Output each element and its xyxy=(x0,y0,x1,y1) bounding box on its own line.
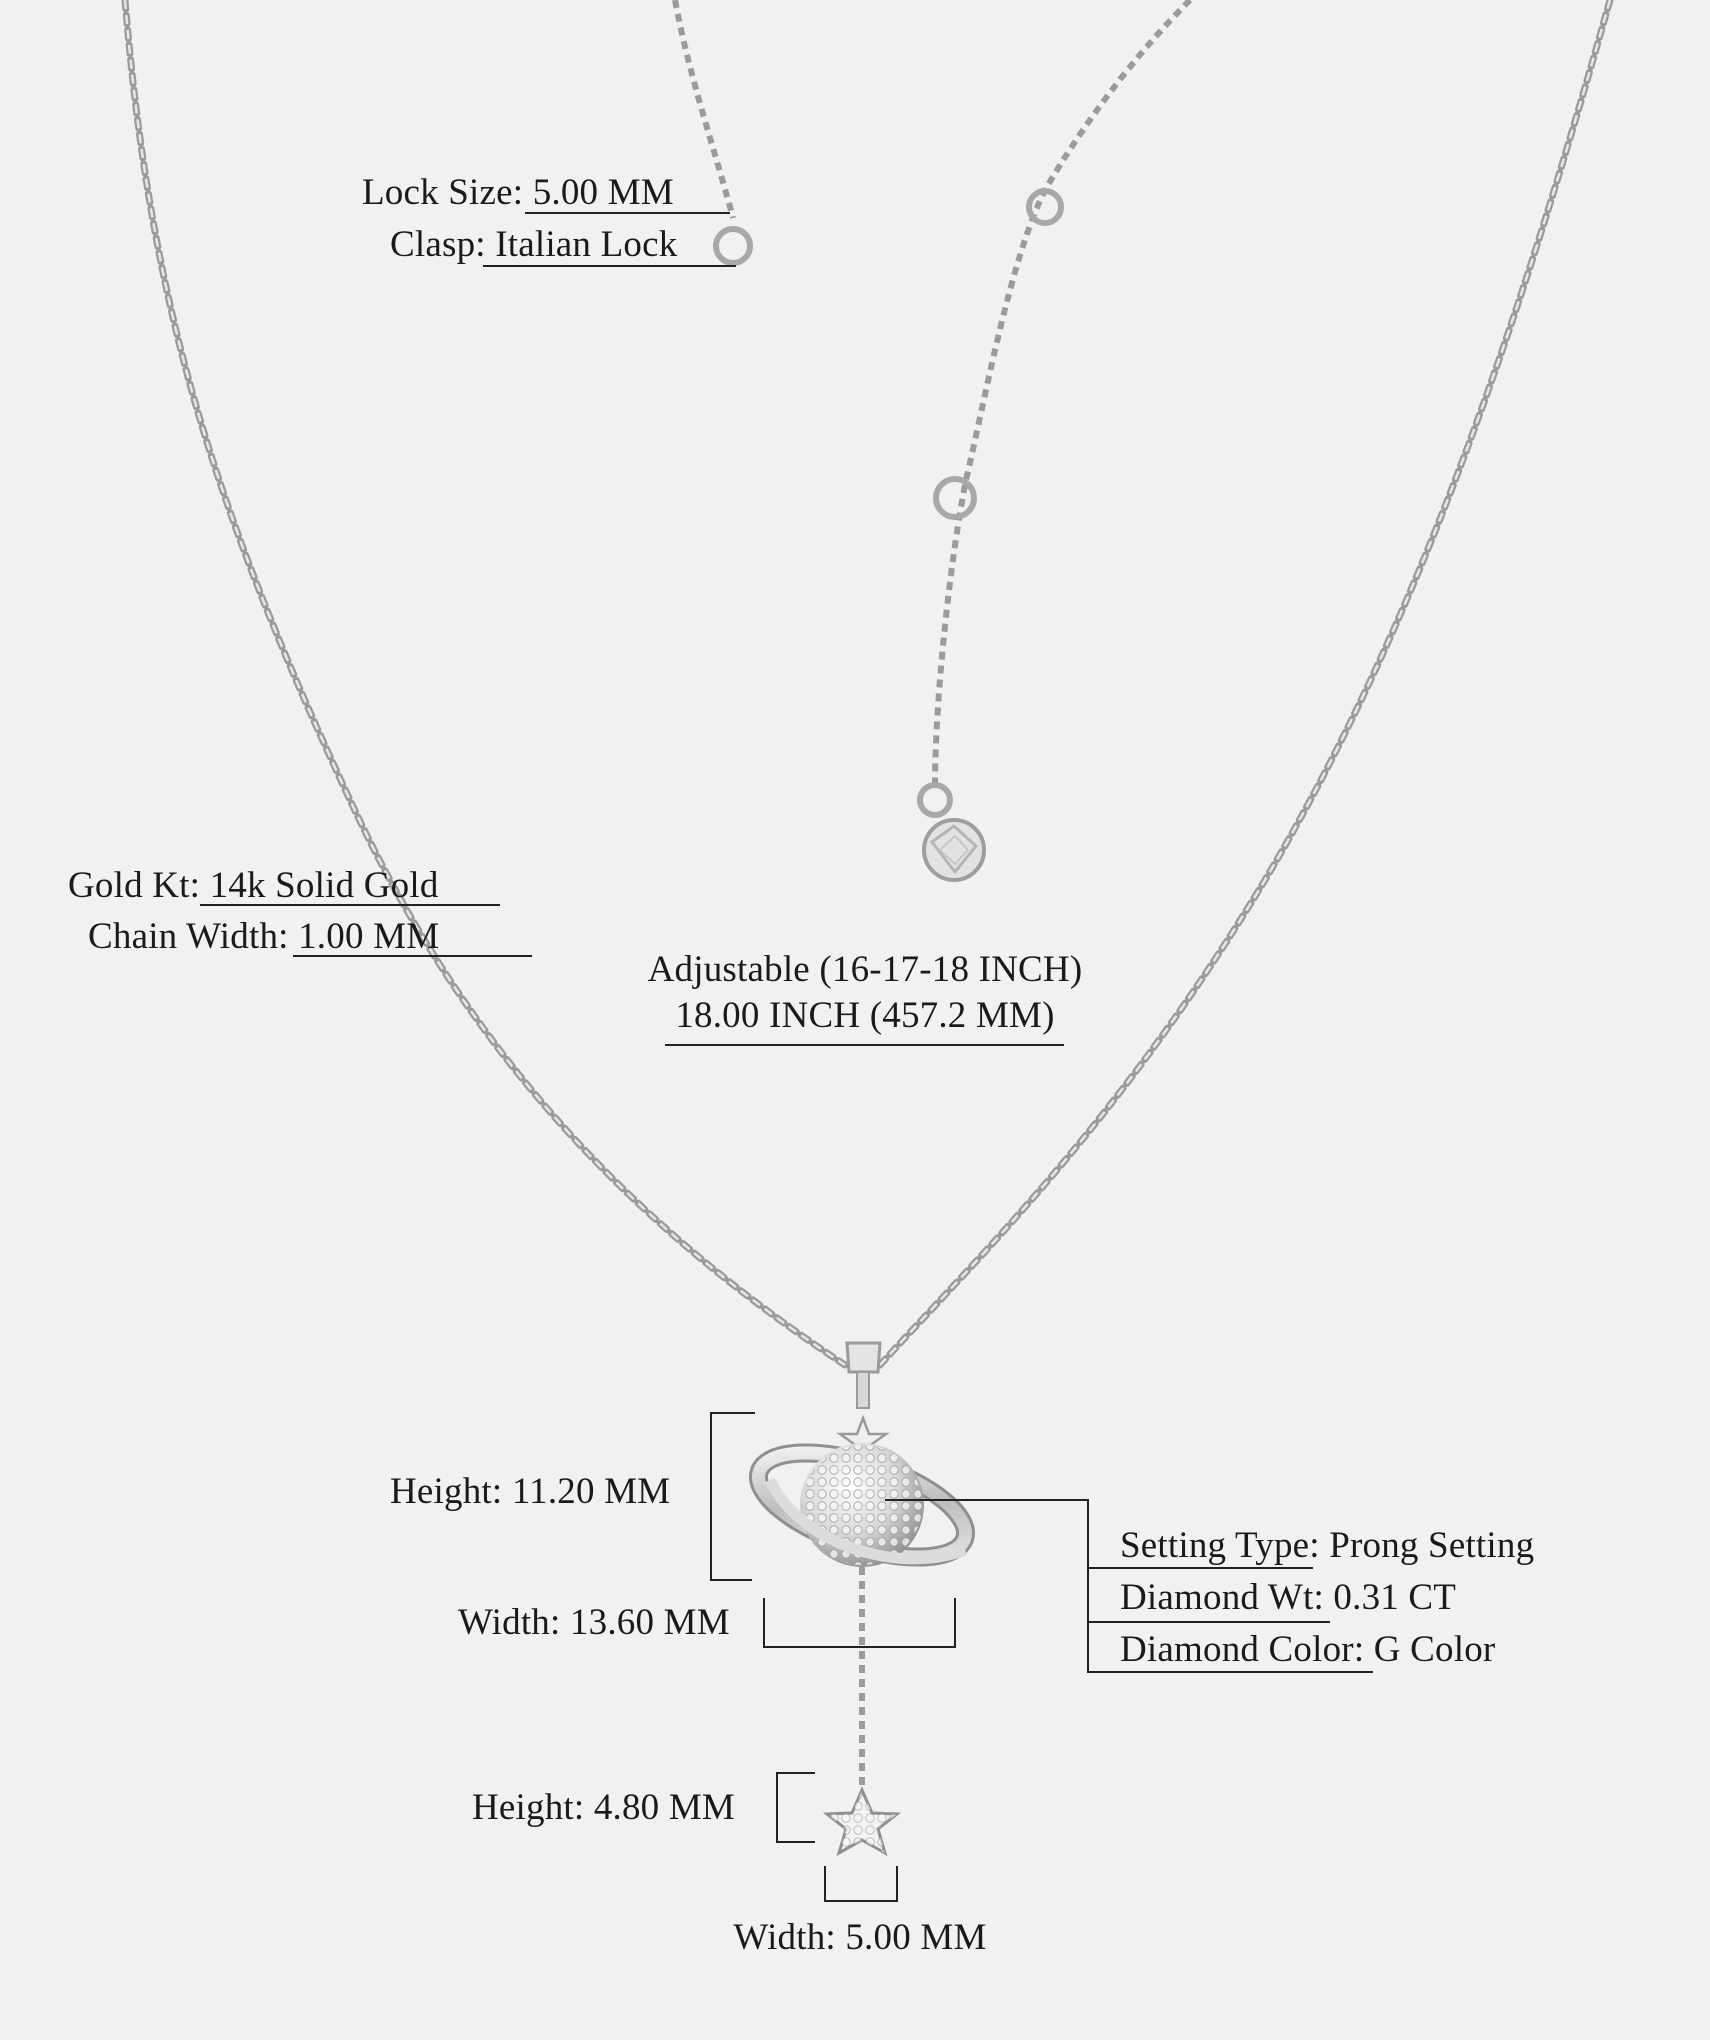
chain-right-strand xyxy=(880,0,1610,1365)
star-width-label: Width: 5.00 MM xyxy=(733,1917,987,1958)
clasp-ring xyxy=(716,229,750,263)
clasp-label: Clasp: Italian Lock xyxy=(390,224,678,265)
diamond-color-label: Diamond Color: G Color xyxy=(1120,1629,1496,1670)
extender-tag xyxy=(924,820,984,880)
lock-size-label: Lock Size: 5.00 MM xyxy=(362,172,674,213)
star-height-label: Height: 4.80 MM xyxy=(472,1787,736,1828)
length-label: 18.00 INCH (457.2 MM) xyxy=(675,995,1055,1036)
extender-ring-2 xyxy=(936,479,974,517)
setting-type-label: Setting Type: Prong Setting xyxy=(1120,1525,1535,1566)
chain-clasp-strand xyxy=(675,0,733,218)
planet-pendant xyxy=(746,1432,977,1579)
pendant-bail xyxy=(847,1343,880,1408)
diamond-wt-label: Diamond Wt: 0.31 CT xyxy=(1120,1577,1457,1618)
extender-chain xyxy=(935,0,1190,785)
chain-width-label: Chain Width: 1.00 MM xyxy=(88,916,440,957)
pendant-height-label: Height: 11.20 MM xyxy=(390,1471,671,1512)
length-adjustable-label: Adjustable (16-17-18 INCH) xyxy=(647,949,1083,990)
extender-ring-3 xyxy=(920,785,950,815)
drop-star-pendant xyxy=(827,1790,897,1853)
pendant-width-label: Width: 13.60 MM xyxy=(458,1602,730,1643)
gold-kt-label: Gold Kt: 14k Solid Gold xyxy=(68,865,439,906)
